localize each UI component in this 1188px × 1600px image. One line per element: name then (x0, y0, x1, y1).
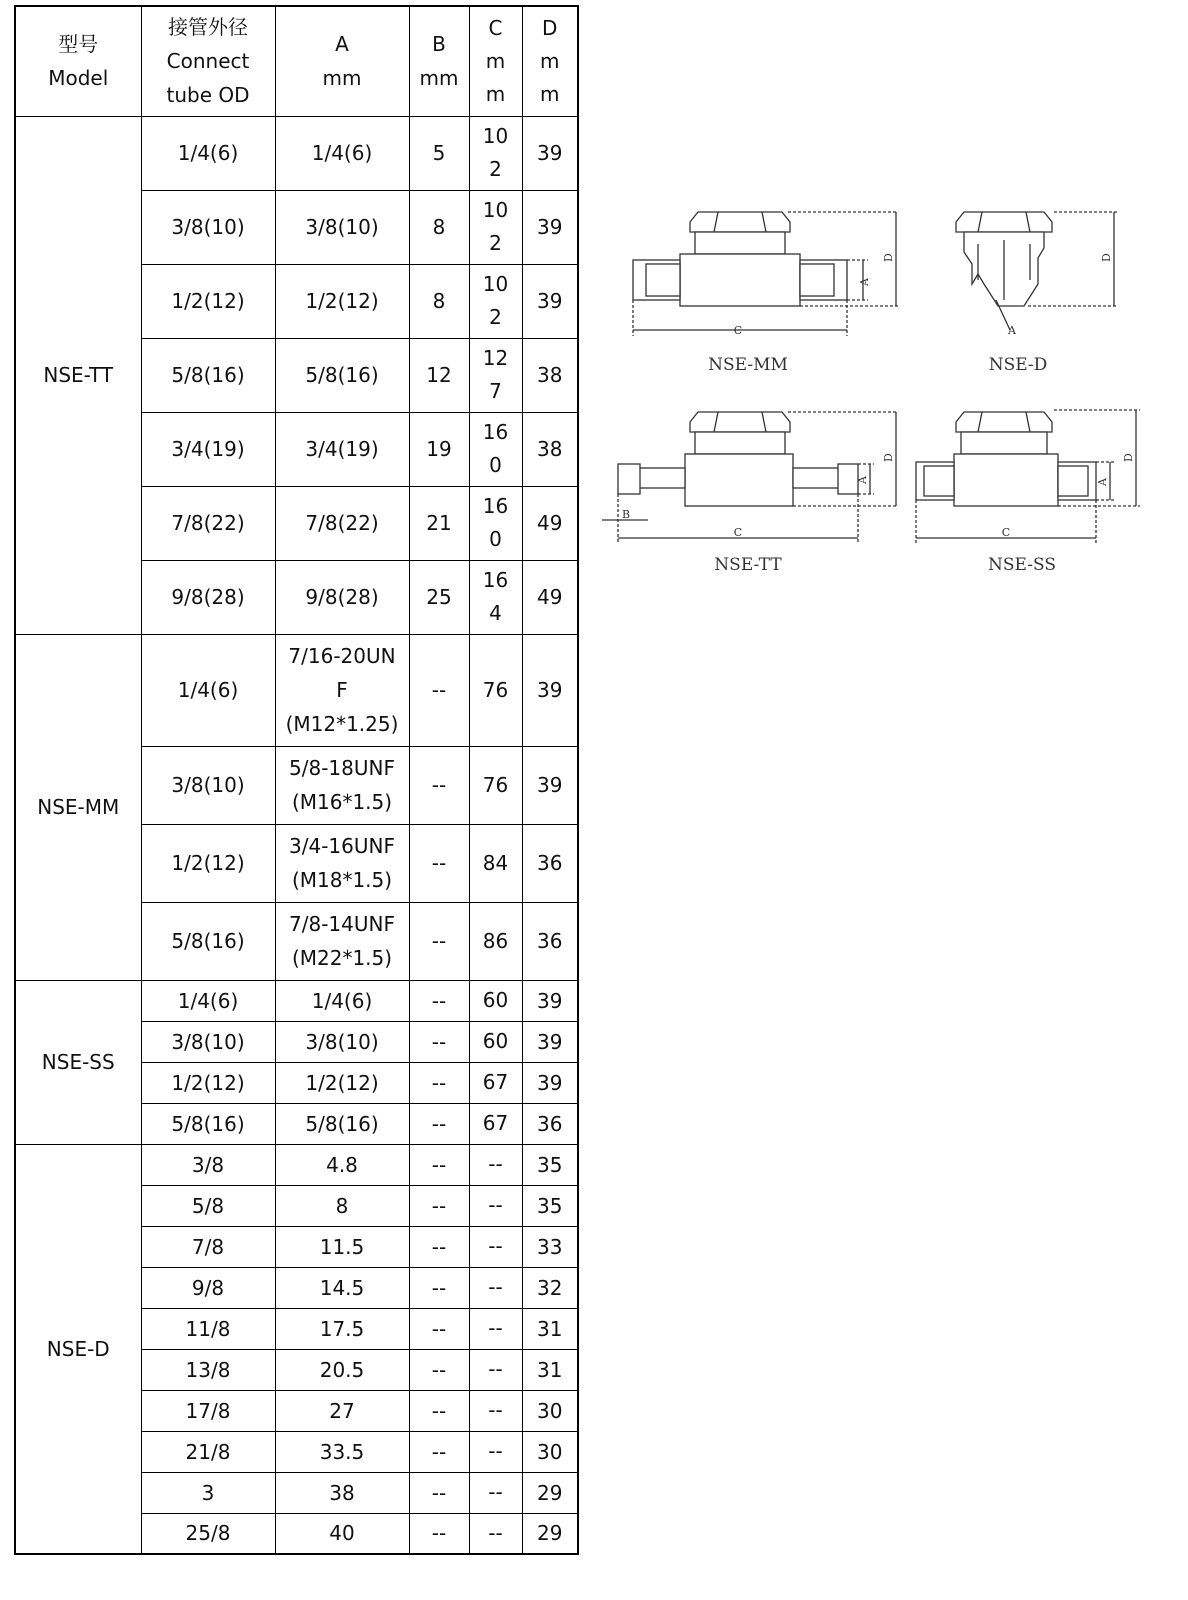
cell-od-text: 25/8 (185, 1521, 231, 1546)
cell-c-text: -- (488, 1439, 503, 1463)
cell-a-text: 1/4(6) (311, 141, 373, 165)
cell-b (409, 116, 469, 190)
cell-c-text: -- (488, 1398, 503, 1422)
cell-b-text: 25 (426, 585, 452, 609)
cell-c (469, 1062, 522, 1103)
cell-c (469, 746, 522, 824)
dim-d-mm: D (882, 253, 895, 262)
cell-b (409, 1431, 469, 1472)
cell-od (141, 560, 275, 634)
cell-a (275, 1513, 409, 1554)
drawing-nse-tt (602, 412, 898, 544)
cell-d (522, 338, 578, 412)
cell-c (469, 1513, 522, 1554)
cell-d-text: 49 (537, 511, 563, 535)
cell-b-text: -- (431, 1070, 447, 1095)
cell-d-text: 33 (537, 1234, 563, 1259)
cell-b (409, 980, 469, 1021)
table-row (15, 116, 578, 190)
cell-a-text: 14.5 (319, 1275, 365, 1300)
cell-a-text: 5/8(16) (305, 363, 379, 387)
cell-d-text: 39 (537, 215, 563, 239)
dim-b-tt: B (622, 508, 631, 521)
cell-d-text: 30 (537, 1439, 563, 1464)
cell-c (469, 560, 522, 634)
cell-c (469, 1390, 522, 1431)
cell-od-text: 3 (201, 1480, 215, 1505)
cell-b-text: 5 (432, 141, 446, 165)
cell-c (469, 264, 522, 338)
cell-od-text: 3/8(10) (171, 215, 245, 239)
cell-c-text: -- (488, 1152, 503, 1176)
header-a: A mm (275, 6, 409, 116)
cell-od (141, 1513, 275, 1554)
cell-a-text: 3/8(10) (305, 1029, 379, 1054)
cell-od-text: 7/8(22) (171, 511, 245, 535)
cell-d-text: 36 (537, 929, 563, 953)
cell-c-text: 86 (482, 928, 509, 953)
cell-d-text: 38 (537, 437, 563, 461)
cell-c-text: 10 2 (482, 198, 509, 255)
dim-d-tt: D (882, 453, 895, 462)
cell-a-text: 3/4(19) (305, 437, 379, 461)
cell-c-text: 76 (482, 677, 509, 702)
cell-a-text: 3/4-16UNF (M18*1.5) (289, 834, 395, 892)
cell-d-text: 39 (537, 1070, 563, 1095)
cell-c-text: 16 0 (482, 420, 509, 477)
cell-a-text: 3/8(10) (305, 215, 379, 239)
cell-a-text: 7/16-20UN F (M12*1.25) (285, 644, 399, 736)
cell-od (141, 338, 275, 412)
cell-b (409, 1062, 469, 1103)
cell-d (522, 1513, 578, 1554)
cell-c (469, 1349, 522, 1390)
cell-od (141, 902, 275, 980)
cell-a-text: 7/8(22) (305, 511, 379, 535)
cell-b (409, 264, 469, 338)
cell-od (141, 190, 275, 264)
cell-d-text: 49 (537, 585, 563, 609)
cell-a (275, 560, 409, 634)
cell-c-text: -- (488, 1357, 503, 1381)
cell-b-text: -- (431, 1275, 447, 1300)
cell-d-text: 39 (537, 988, 563, 1013)
cell-a (275, 1267, 409, 1308)
cell-b (409, 486, 469, 560)
cell-od-text: 5/8(16) (171, 1111, 245, 1136)
cell-a-text: 20.5 (319, 1357, 365, 1382)
cell-a (275, 634, 409, 746)
dim-c-ss: C (1001, 526, 1011, 539)
cell-c (469, 824, 522, 902)
cell-c-text: -- (488, 1316, 503, 1340)
cell-od (141, 116, 275, 190)
cell-od-text: 9/8(28) (171, 585, 245, 609)
header-d: D m m (522, 6, 578, 116)
cell-od-text: 1/2(12) (171, 851, 245, 875)
cell-b (409, 338, 469, 412)
cell-b (409, 412, 469, 486)
cell-od (141, 1431, 275, 1472)
cell-c (469, 980, 522, 1021)
dim-a-d: A (1008, 324, 1016, 337)
cell-d-text: 29 (537, 1480, 563, 1505)
cell-c-text: 67 (482, 1111, 509, 1135)
cell-b-text: 19 (426, 437, 452, 461)
cell-d (522, 1349, 578, 1390)
cell-a-text: 7/8-14UNF (M22*1.5) (289, 912, 395, 970)
cell-d (522, 1472, 578, 1513)
cell-od (141, 1390, 275, 1431)
cell-b (409, 1021, 469, 1062)
cell-d (522, 1267, 578, 1308)
cell-c (469, 338, 522, 412)
cell-c-text: -- (488, 1234, 503, 1258)
cell-c-text: -- (488, 1520, 503, 1545)
cell-d (522, 412, 578, 486)
cell-b-text: -- (431, 1234, 447, 1259)
cell-c-text: 16 0 (482, 494, 509, 551)
cell-od (141, 1472, 275, 1513)
header-model: 型号 Model (15, 6, 141, 116)
cell-d (522, 1062, 578, 1103)
cell-b-text: -- (431, 1480, 447, 1505)
cell-d-text: 32 (537, 1275, 563, 1300)
cell-od (141, 1267, 275, 1308)
cell-b-text: -- (431, 773, 447, 797)
cell-a-text: 5/8(16) (305, 1111, 379, 1136)
cell-c (469, 1144, 522, 1185)
cell-d (522, 1021, 578, 1062)
cell-od-text: 1/2(12) (171, 1070, 245, 1095)
cell-od-text: 21/8 (185, 1439, 231, 1464)
header-b: B mm (409, 6, 469, 116)
cell-a (275, 1103, 409, 1144)
cell-a-text: 1/2(12) (305, 1070, 379, 1095)
cell-b (409, 1267, 469, 1308)
cell-d-text: 31 (537, 1357, 563, 1382)
cell-a (275, 980, 409, 1021)
cell-a (275, 1185, 409, 1226)
cell-b (409, 902, 469, 980)
cell-b-text: -- (431, 1521, 447, 1546)
spec-table (14, 5, 579, 1555)
cell-c-text: 60 (482, 1029, 509, 1053)
cell-b-text: 21 (426, 511, 452, 535)
label-nse-mm: NSE-MM (708, 355, 788, 375)
cell-c (469, 486, 522, 560)
dim-d-ss: D (1122, 453, 1135, 462)
cell-c (469, 902, 522, 980)
cell-b (409, 1144, 469, 1185)
cell-a-text: 1/2(12) (305, 289, 379, 313)
cell-od (141, 634, 275, 746)
cell-d (522, 902, 578, 980)
cell-d-text: 38 (537, 363, 563, 387)
cell-a-text: 9/8(28) (305, 585, 379, 609)
cell-od-text: 5/8 (191, 1193, 225, 1218)
cell-b (409, 634, 469, 746)
cell-od (141, 1062, 275, 1103)
cell-c-text: 84 (482, 850, 509, 875)
cell-a (275, 412, 409, 486)
cell-b (409, 824, 469, 902)
cell-b-text: 8 (432, 289, 446, 313)
cell-od-text: 3/8(10) (171, 1029, 245, 1054)
cell-od (141, 980, 275, 1021)
cell-od-text: 1/4(6) (177, 988, 239, 1013)
cell-a (275, 1144, 409, 1185)
cell-d-text: 36 (537, 1111, 563, 1136)
cell-od (141, 1144, 275, 1185)
cell-a (275, 1431, 409, 1472)
cell-c (469, 412, 522, 486)
cell-od (141, 746, 275, 824)
cell-d (522, 1144, 578, 1185)
cell-od-text: 9/8 (191, 1275, 225, 1300)
cell-d-text: 36 (537, 851, 563, 875)
cell-b-text: -- (431, 1152, 447, 1177)
cell-d (522, 746, 578, 824)
label-nse-ss: NSE-SS (988, 555, 1056, 575)
dim-d-d: D (1100, 253, 1113, 262)
cell-od (141, 1103, 275, 1144)
cell-b-text: -- (431, 678, 447, 702)
cell-b-text: -- (431, 1111, 447, 1136)
cell-od-text: 13/8 (185, 1357, 231, 1382)
cell-d (522, 190, 578, 264)
cell-od-text: 5/8(16) (171, 363, 245, 387)
cell-d-text: 39 (537, 773, 563, 797)
cell-a-text: 11.5 (319, 1234, 365, 1259)
cell-c (469, 1226, 522, 1267)
cell-a-text: 40 (329, 1521, 355, 1546)
dim-a-tt: A (856, 476, 869, 484)
cell-d (522, 1390, 578, 1431)
cell-a-text: 27 (329, 1398, 355, 1423)
cell-b (409, 1390, 469, 1431)
cell-a-text: 5/8-18UNF (M16*1.5) (289, 756, 395, 814)
cell-c (469, 1021, 522, 1062)
cell-a-text: 17.5 (319, 1316, 365, 1341)
cell-d (522, 634, 578, 746)
cell-d (522, 264, 578, 338)
cell-a (275, 1021, 409, 1062)
cell-b (409, 1185, 469, 1226)
cell-a (275, 1062, 409, 1103)
cell-od-text: 1/4(6) (177, 141, 239, 165)
cell-c-text: 16 4 (482, 568, 509, 625)
cell-a (275, 1390, 409, 1431)
cell-d (522, 116, 578, 190)
drawing-nse-mm (633, 212, 898, 336)
cell-a (275, 486, 409, 560)
cell-od (141, 824, 275, 902)
drawing-nse-ss (916, 410, 1140, 544)
product-drawings (598, 200, 1158, 590)
cell-d-text: 39 (537, 1029, 563, 1054)
cell-d-text: 31 (537, 1316, 563, 1341)
cell-od-text: 7/8 (191, 1234, 225, 1259)
cell-b-text: -- (431, 929, 447, 953)
cell-b (409, 746, 469, 824)
cell-c-text: 60 (482, 988, 509, 1012)
cell-a-text: 38 (329, 1480, 355, 1505)
cell-od-text: 3/4(19) (171, 437, 245, 461)
cell-od-text: 3/8 (191, 1152, 225, 1177)
cell-c (469, 1472, 522, 1513)
cell-d-text: 29 (537, 1521, 563, 1546)
cell-c-text: -- (488, 1480, 503, 1504)
dim-a-mm: A (858, 278, 871, 286)
cell-od-text: 11/8 (185, 1316, 231, 1341)
cell-a (275, 1226, 409, 1267)
cell-d-text: 35 (537, 1152, 563, 1177)
cell-od-text: 1/4(6) (177, 678, 239, 702)
cell-a (275, 338, 409, 412)
cell-od-text: 1/2(12) (171, 289, 245, 313)
model-cell: NSE-SS (15, 980, 141, 1144)
cell-b-text: -- (431, 1357, 447, 1382)
cell-d-text: 30 (537, 1398, 563, 1423)
cell-b (409, 1513, 469, 1554)
cell-d-text: 39 (537, 289, 563, 313)
cell-od-text: 5/8(16) (171, 929, 245, 953)
cell-d (522, 980, 578, 1021)
cell-od (141, 1185, 275, 1226)
cell-b-text: 8 (432, 215, 446, 239)
cell-d (522, 1185, 578, 1226)
cell-c-text: -- (488, 1275, 503, 1299)
cell-od-text: 17/8 (185, 1398, 231, 1423)
cell-b (409, 1349, 469, 1390)
cell-d (522, 486, 578, 560)
cell-b (409, 190, 469, 264)
label-nse-d: NSE-D (988, 355, 1048, 375)
cell-b-text: 12 (426, 363, 452, 387)
table-body (15, 116, 578, 1554)
cell-b (409, 1308, 469, 1349)
cell-c (469, 1308, 522, 1349)
cell-d-text: 39 (537, 141, 563, 165)
cell-c (469, 1185, 522, 1226)
cell-d (522, 1103, 578, 1144)
cell-od (141, 486, 275, 560)
cell-c-text: 10 2 (482, 124, 509, 181)
cell-b-text: -- (431, 1029, 447, 1054)
cell-c-text: 12 7 (482, 346, 509, 403)
cell-c (469, 116, 522, 190)
table-row (15, 634, 578, 746)
cell-od (141, 1308, 275, 1349)
cell-a (275, 1472, 409, 1513)
cell-c (469, 1103, 522, 1144)
cell-c (469, 1431, 522, 1472)
cell-a (275, 116, 409, 190)
cell-a-text: 4.8 (326, 1152, 358, 1177)
cell-c (469, 634, 522, 746)
cell-b (409, 1472, 469, 1513)
header-row (15, 6, 578, 116)
cell-a-text: 1/4(6) (311, 988, 373, 1013)
cell-d (522, 1226, 578, 1267)
cell-b (409, 1103, 469, 1144)
cell-a (275, 264, 409, 338)
cell-b-text: -- (431, 851, 447, 875)
cell-b (409, 560, 469, 634)
table-row (15, 980, 578, 1021)
dim-c-tt: C (733, 526, 743, 539)
model-cell: NSE-MM (15, 634, 141, 980)
cell-d (522, 1431, 578, 1472)
cell-a (275, 190, 409, 264)
cell-od (141, 264, 275, 338)
model-cell: NSE-TT (15, 116, 141, 634)
cell-a-text: 33.5 (319, 1439, 365, 1464)
cell-od (141, 1349, 275, 1390)
table-row (15, 1144, 578, 1185)
cell-a (275, 1349, 409, 1390)
label-nse-tt: NSE-TT (714, 555, 782, 575)
cell-b-text: -- (431, 1439, 447, 1464)
cell-b-text: -- (431, 988, 447, 1013)
cell-c-text: 76 (482, 772, 509, 797)
cell-d (522, 824, 578, 902)
cell-od (141, 412, 275, 486)
cell-c-text: -- (488, 1193, 503, 1217)
header-tube-od: 接管外径 Connect tube OD (141, 6, 275, 116)
cell-d-text: 35 (537, 1193, 563, 1218)
cell-d (522, 560, 578, 634)
cell-a (275, 902, 409, 980)
cell-a-text: 8 (335, 1193, 349, 1218)
cell-a (275, 824, 409, 902)
drawing-nse-d (956, 212, 1118, 330)
dim-c-mm: C (733, 324, 743, 337)
cell-od-text: 3/8(10) (171, 773, 245, 797)
cell-od (141, 1226, 275, 1267)
header-c: C m m (469, 6, 522, 116)
cell-c (469, 190, 522, 264)
dim-a-ss: A (1096, 478, 1109, 486)
cell-c-text: 10 2 (482, 272, 509, 329)
cell-od (141, 1021, 275, 1062)
cell-c (469, 1267, 522, 1308)
model-cell: NSE-D (15, 1144, 141, 1554)
cell-d (522, 1308, 578, 1349)
cell-a (275, 1308, 409, 1349)
cell-b-text: -- (431, 1316, 447, 1341)
cell-b-text: -- (431, 1398, 447, 1423)
cell-a (275, 746, 409, 824)
cell-c-text: 67 (482, 1070, 509, 1094)
cell-b-text: -- (431, 1193, 447, 1218)
cell-b (409, 1226, 469, 1267)
cell-d-text: 39 (537, 678, 563, 702)
